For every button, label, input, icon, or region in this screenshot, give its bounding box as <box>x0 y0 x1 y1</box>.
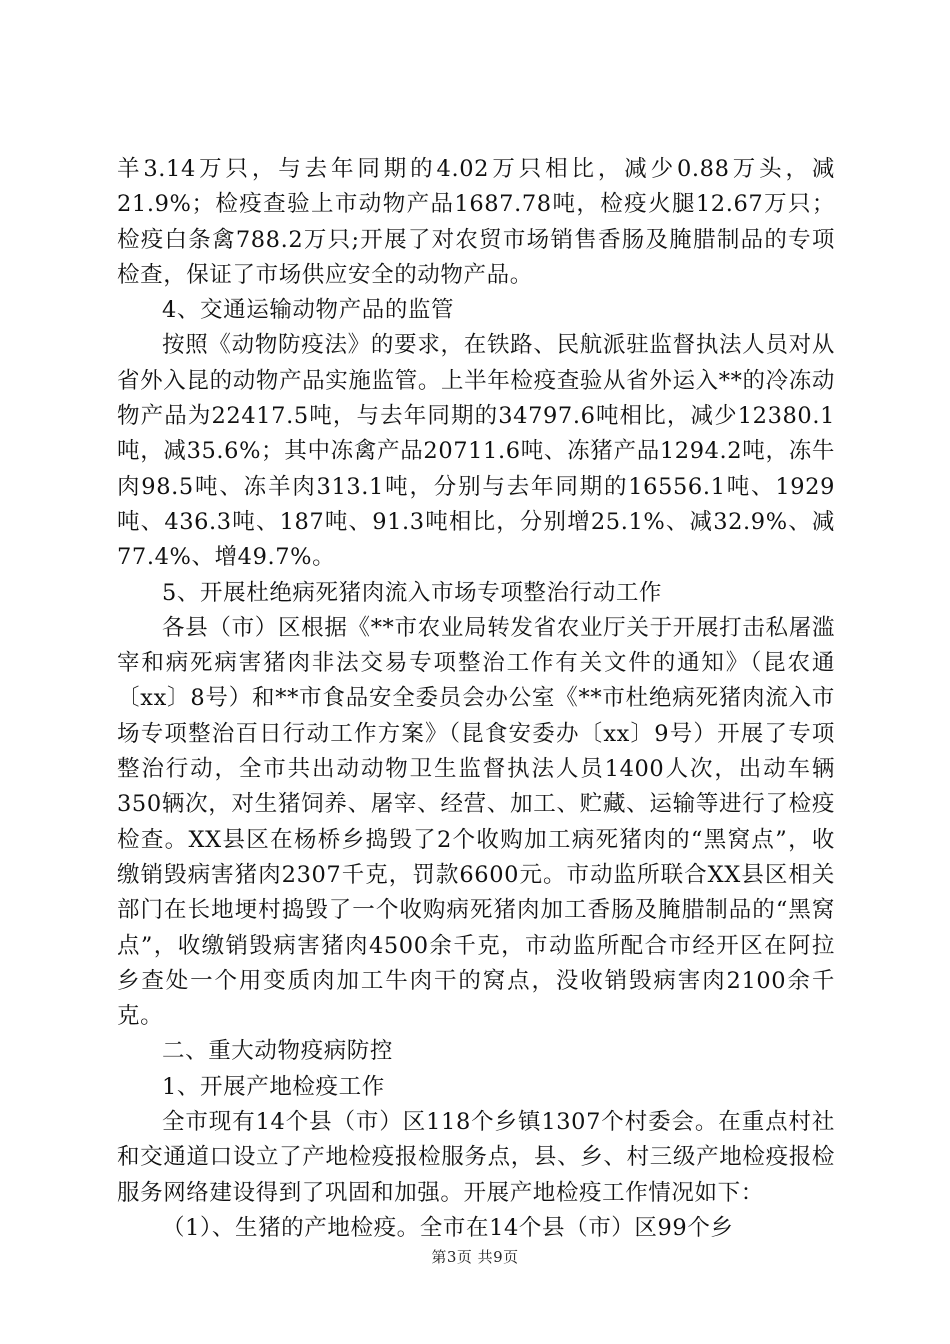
section-heading-origin-quarantine: 1、开展产地检疫工作 <box>162 1073 385 1100</box>
section-heading-transport: 4、交通运输动物产品的监管 <box>162 297 455 324</box>
paragraph-special-action: 各县（市）区根据《**市农业局转发省农业厅关于开展打击私屠滥宰和病死病害猪肉非法交易专项整治工作有关文件的通知》（昆农通〔xx〕8号）和**市食品安全委员会办公室《**市杜绝病死猪肉流入市场专项整治百日行动工作方案》（昆食安委办〔xx〕9号）开展了专项整治行动，全市共出动动物卫生监督执法人员1400人次，出动车辆350辆次，对生猪饲养、屠宰、经营、加工、贮藏、运输等进行了检疫检查。XX县区在杨桥乡捣毁了2个收购加工病死猪肉的“黑窝点”，收缴销毁病害猪肉2307千克，罚款6600元。市动监所联合XX县区相关部门在长地埂村捣毁了一个收购病死猪肉加工香肠及腌腊制品的“黑窝点”，收缴销毁病害猪肉4500余千克，市动监所配合市经开区在阿拉乡查处一个用变质肉加工牛肉干的窝点，没收销毁病害肉2100余千克。 <box>117 614 835 1030</box>
page-footer: 第3页 共9页 <box>431 1248 519 1266</box>
paragraph-origin-quarantine: 全市现有14个县（市）区118个乡镇1307个村委会。在重点村社和交通道口设立了产地检疫报检服务点，县、乡、村三级产地检疫报检服务网络建设得到了巩固和加强。开展产地检疫工作情况如下： <box>117 1109 835 1206</box>
paragraph-transport: 按照《动物防疫法》的要求，在铁路、民航派驻监督执法人员对从省外入昆的动物产品实施监管。上半年检疫查验从省外运入**的冷冻动物产品为22417.5吨，与去年同期的34797.6吨相比，减少12380.1吨，减35.6%；其中冻禽产品20711.6吨、冻猪产品1294.2吨，冻牛肉98.5吨、冻羊肉313.1吨，分别与去年同期的16556.1吨、1929吨、436.3吨、187吨、91.3吨相比，分别增25.1%、减32.9%、减77.4%、增49.7%。 <box>117 332 835 571</box>
section-heading-special-action: 5、开展杜绝病死猪肉流入市场专项整治行动工作 <box>162 579 663 606</box>
document-body <box>117 152 835 1246</box>
paragraph-continued: 羊3.14万只，与去年同期的4.02万只相比，减少0.88万头，减21.9%；检疫查验上市动物产品1687.78吨，检疫火腿12.67万只；检疫白条禽788.2万只;开展了对农贸市场销售香肠及腌腊制品的专项检查，保证了市场供应安全的动物产品。 <box>117 156 835 288</box>
paragraph-pig-quarantine: （1）、生猪的产地检疫。全市在14个县（市）区99个乡 <box>162 1214 734 1241</box>
section-heading-disease-control: 二、重大动物疫病防控 <box>162 1038 394 1065</box>
